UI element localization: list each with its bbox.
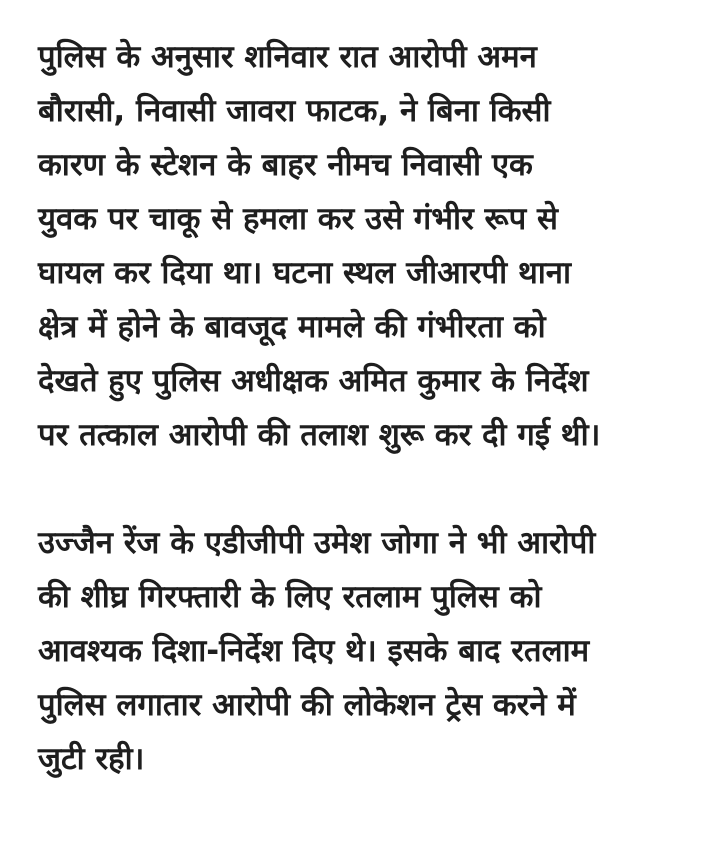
text-line: युवक पर चाकू से हमला कर उसे गंभीर रूप से: [38, 201, 559, 237]
text-line: कारण के स्टेशन के बाहर नीमच निवासी एक: [38, 147, 533, 183]
paragraph: [38, 516, 688, 786]
text-line: की शीघ्र गिरफ्तारी के लिए रतलाम पुलिस को: [38, 579, 542, 615]
text-line: बौरासी, निवासी जावरा फाटक, ने बिना किसी: [38, 93, 551, 129]
text-line: उज्जैन रेंज के एडीजीपी उमेश जोगा ने भी आरोपी: [38, 525, 596, 561]
text-line: देखते हुए पुलिस अधीक्षक अमित कुमार के निर्देश: [38, 363, 589, 399]
article-body: [38, 30, 688, 786]
text-line: पुलिस के अनुसार शनिवार रात आरोपी अमन: [38, 39, 537, 75]
paragraph: [38, 30, 688, 462]
text-line: जुटी रही।: [38, 741, 145, 777]
text-line: पुलिस लगातार आरोपी की लोकेशन ट्रेस करने में: [38, 687, 576, 723]
paragraph-spacer: [38, 462, 688, 516]
text-line: पर तत्काल आरोपी की तलाश शुरू कर दी गई थी।: [38, 417, 601, 453]
text-line: घायल कर दिया था। घटना स्थल जीआरपी थाना: [38, 255, 572, 291]
text-line: आवश्यक दिशा-निर्देश दिए थे। इसके बाद रतलाम: [38, 633, 590, 669]
text-line: क्षेत्र में होने के बावजूद मामले की गंभीरता को: [38, 309, 546, 345]
